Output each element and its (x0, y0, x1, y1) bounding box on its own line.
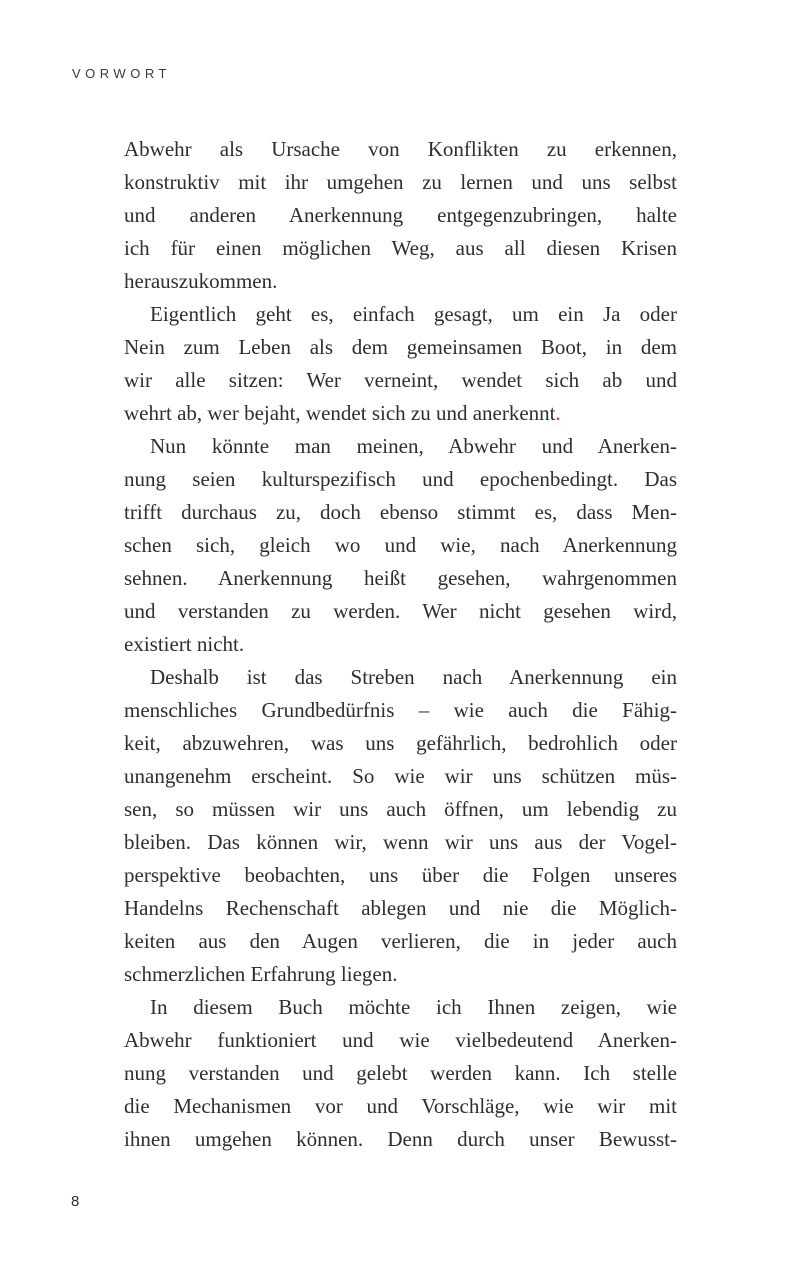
text-line: ihnen umgehen können. Denn durch unser Bewusst- (124, 1127, 677, 1151)
text-line (124, 397, 677, 430)
page-number: 8 (71, 1193, 80, 1210)
text-line: konstruktiv mit ihr umgehen zu lernen und uns selbst (124, 170, 677, 194)
text-line: die Mechanismen vor und Vorschläge, wie wir mit (124, 1094, 677, 1118)
text-line-segment: wehrt ab, wer bejaht, wendet sich zu und anerkennt (124, 401, 556, 425)
text-line: trifft durchaus zu, doch ebenso stimmt es, dass Men- (124, 500, 677, 524)
text-line: und verstanden zu werden. Wer nicht gesehen wird, (124, 599, 677, 623)
text-line: Abwehr als Ursache von Konflikten zu erkennen, (124, 137, 677, 161)
running-head: VORWORT (72, 66, 171, 81)
text-line: sen, so müssen wir uns auch öffnen, um lebendig zu (124, 797, 677, 821)
text-line: Deshalb ist das Streben nach Anerkennung ein (150, 665, 677, 689)
text-line: perspektive beobachten, uns über die Folgen unseres (124, 863, 677, 887)
text-line: wir alle sitzen: Wer verneint, wendet sich ab und (124, 368, 677, 392)
text-line: schen sich, gleich wo und wie, nach Anerkennung (124, 533, 677, 557)
text-line: existiert nicht. (124, 632, 245, 656)
body-text (124, 133, 677, 1156)
text-line: herauszukommen. (124, 269, 278, 293)
text-line: ich für einen möglichen Weg, aus all diesen Krisen (124, 236, 677, 260)
text-line: Abwehr funktioniert und wie vielbedeutend Anerken- (124, 1028, 677, 1052)
text-line: Eigentlich geht es, einfach gesagt, um ein Ja oder (150, 302, 677, 326)
text-line: nung verstanden und gelebt werden kann. Ich stelle (124, 1061, 677, 1085)
text-line: Handelns Rechenschaft ablegen und nie die Möglich- (124, 896, 677, 920)
text-line: Nun könnte man meinen, Abwehr und Anerken- (150, 434, 677, 458)
paragraph (124, 661, 677, 991)
accent-period: . (555, 401, 561, 425)
text-line: keit, abzuwehren, was uns gefährlich, bedrohlich oder (124, 731, 677, 755)
paragraph (124, 133, 677, 298)
text-line: unangenehm erscheint. So wie wir uns schützen müs- (124, 764, 677, 788)
text-line: menschliches Grundbedürfnis – wie auch die Fähig- (124, 698, 677, 722)
text-line: schmerzlichen Erfahrung liegen. (124, 962, 398, 986)
text-line: In diesem Buch möchte ich Ihnen zeigen, wie (150, 995, 677, 1019)
text-line: keiten aus den Augen verlieren, die in jeder auch (124, 929, 677, 953)
text-line: und anderen Anerkennung entgegenzubringen, halte (124, 203, 677, 227)
paragraph (124, 298, 677, 430)
text-line: sehnen. Anerkennung heißt gesehen, wahrgenommen (124, 566, 677, 590)
text-line: nung seien kulturspezifisch und epochenbedingt. Das (124, 467, 677, 491)
text-line: bleiben. Das können wir, wenn wir uns aus der Vogel- (124, 830, 677, 854)
text-line: Nein zum Leben als dem gemeinsamen Boot, in dem (124, 335, 677, 359)
paragraph (124, 991, 677, 1156)
paragraph (124, 430, 677, 661)
